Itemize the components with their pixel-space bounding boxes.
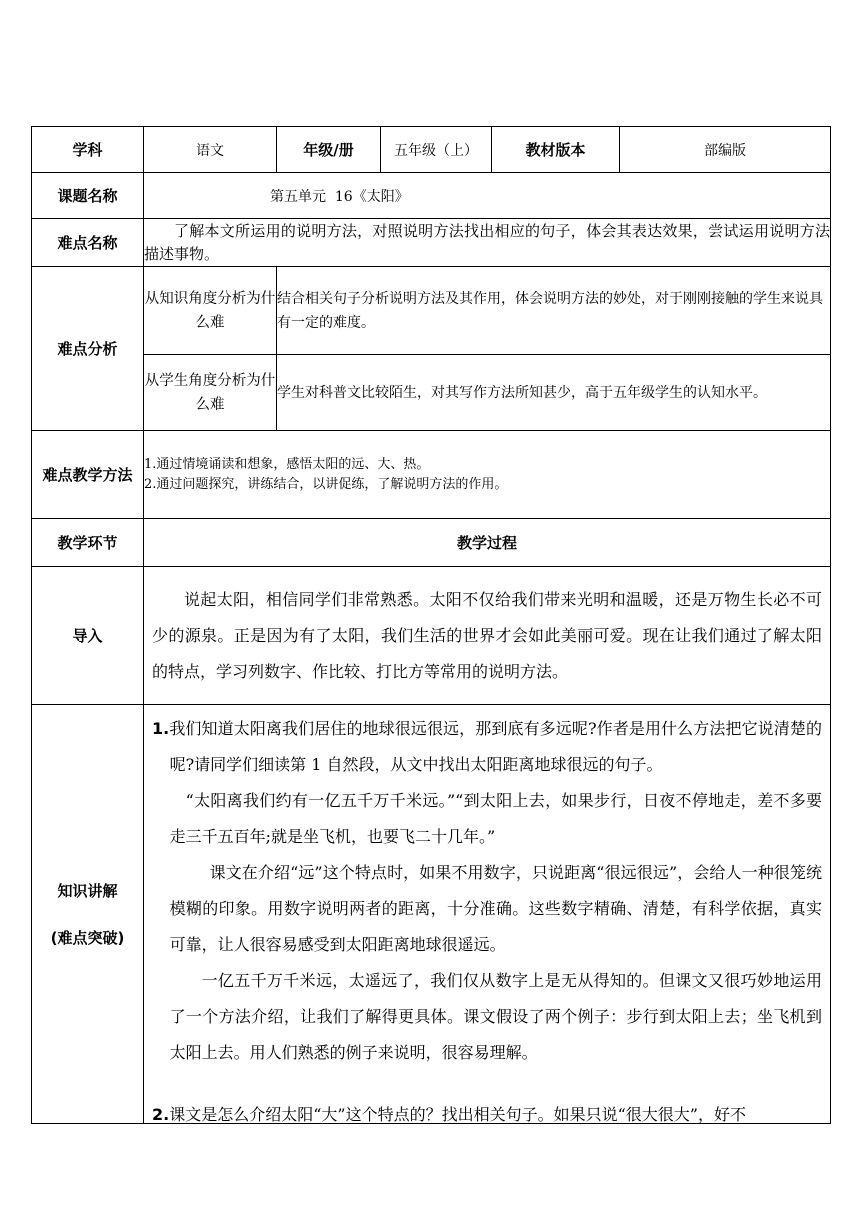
analysis-row-knowledge: [32, 267, 831, 355]
lesson-plan-table: [31, 126, 831, 1124]
lesson-title-label: 课题名称: [32, 173, 144, 219]
difficulty-name-row: [32, 219, 831, 267]
teaching-methods-label: 难点教学方法: [32, 431, 144, 519]
grade-label: 年级/册: [277, 127, 381, 173]
difficulty-analysis-label: 难点分析: [32, 267, 144, 431]
intro-text: 说起太阳，相信同学们非常熟悉。太阳不仅给我们带来光明和温暖，还是万物生长必不可少的源泉。正是因为有了太阳，我们生活的世界才会如此美丽可爱。现在让我们通过了解太阳的特点，学习列数字、作比较、打比方等常用的说明方法。: [152, 589, 822, 681]
header-row: [32, 127, 831, 173]
question-1: [152, 711, 822, 783]
quote-paragraph: “太阳离我们约有一亿五千万千米远。”“到太阳上去，如果步行，日夜不停地走，差不多要走三千五百年;就是坐飞机，也要飞二十几年。”: [169, 791, 822, 846]
knowledge-label: 知识讲解: [57, 882, 118, 900]
student-angle-label: 从学生角度分析为什么难: [144, 355, 277, 431]
question-2: [152, 1097, 822, 1123]
knowledge-content: [144, 705, 831, 1124]
edition-value: 部编版: [620, 127, 831, 173]
teaching-stage-label: 教学环节: [32, 519, 144, 567]
explain-paragraph: 课文在介绍“远”这个特点时，如果不用数字，只说距离“很远很远”，会给人一种很笼统模糊的印象。用数字说明两者的距离，十分准确。这些数字精确、清楚，有科学依据，真实可靠，让人很容易感受到太阳距离地球很遥远。: [169, 863, 822, 954]
knowledge-row: [32, 705, 831, 1124]
teaching-process-label: 教学过程: [144, 519, 831, 567]
difficulty-name-text: 了解本文所运用的说明方法，对照说明方法找出相应的句子，体会其表达效果，尝试运用说明方法描述事物。: [144, 219, 831, 267]
student-angle-text: 学生对科普文比较陌生，对其写作方法所知甚少，高于五年级学生的认知水平。: [277, 355, 831, 431]
process-header-row: [32, 519, 831, 567]
method-item: 2.通过问题探究，讲练结合，以讲促练，了解说明方法的作用。: [144, 476, 508, 492]
subject-label: 学科: [32, 127, 144, 173]
intro-label: 导入: [32, 567, 144, 705]
grade-value: 五年级（上）: [381, 127, 492, 173]
lesson-title-value: 第五单元 16《太阳》: [144, 173, 831, 219]
knowledge-label-cell: [32, 705, 144, 1124]
question-1-number: 1.: [152, 719, 170, 738]
teaching-methods-list: [144, 431, 831, 519]
question-2-text: 课文是怎么介绍太阳“大”这个特点的？找出相关句子。如果只说“很大很大”，好不: [169, 1105, 746, 1123]
example-paragraph: 一亿五千万千米远，太遥远了，我们仅从数字上是无从得知的。但课文又很巧妙地运用了一个方法介绍，让我们了解得更具体。课文假设了两个例子：步行到太阳上去；坐飞机到太阳上去。用人们熟悉的例子来说明，很容易理解。: [169, 971, 822, 1062]
question-2-number: 2.: [152, 1105, 170, 1123]
intro-row: [32, 567, 831, 705]
intro-cell: [144, 567, 831, 705]
lesson-title-row: [32, 173, 831, 219]
difficulty-name-label: 难点名称: [32, 219, 144, 267]
question-1-text: 我们知道太阳离我们居住的地球很远很远，那到底有多远呢?作者是用什么方法把它说清楚的呢?请同学们细读第 1 自然段，从文中找出太阳距离地球很远的句子。: [169, 719, 822, 774]
knowledge-angle-label: 从知识角度分析为什么难: [144, 267, 277, 355]
knowledge-angle-text: 结合相关句子分析说明方法及其作用，体会说明方法的妙处，对于刚刚接触的学生来说具有一定的难度。: [277, 267, 831, 355]
analysis-row-student: [32, 355, 831, 431]
method-item: 1.通过情境诵读和想象，感悟太阳的远、大、热。: [144, 456, 430, 472]
edition-label: 教材版本: [492, 127, 620, 173]
subject-value: 语文: [144, 127, 277, 173]
teaching-methods-row: [32, 431, 831, 519]
knowledge-sublabel: (难点突破): [50, 929, 125, 947]
